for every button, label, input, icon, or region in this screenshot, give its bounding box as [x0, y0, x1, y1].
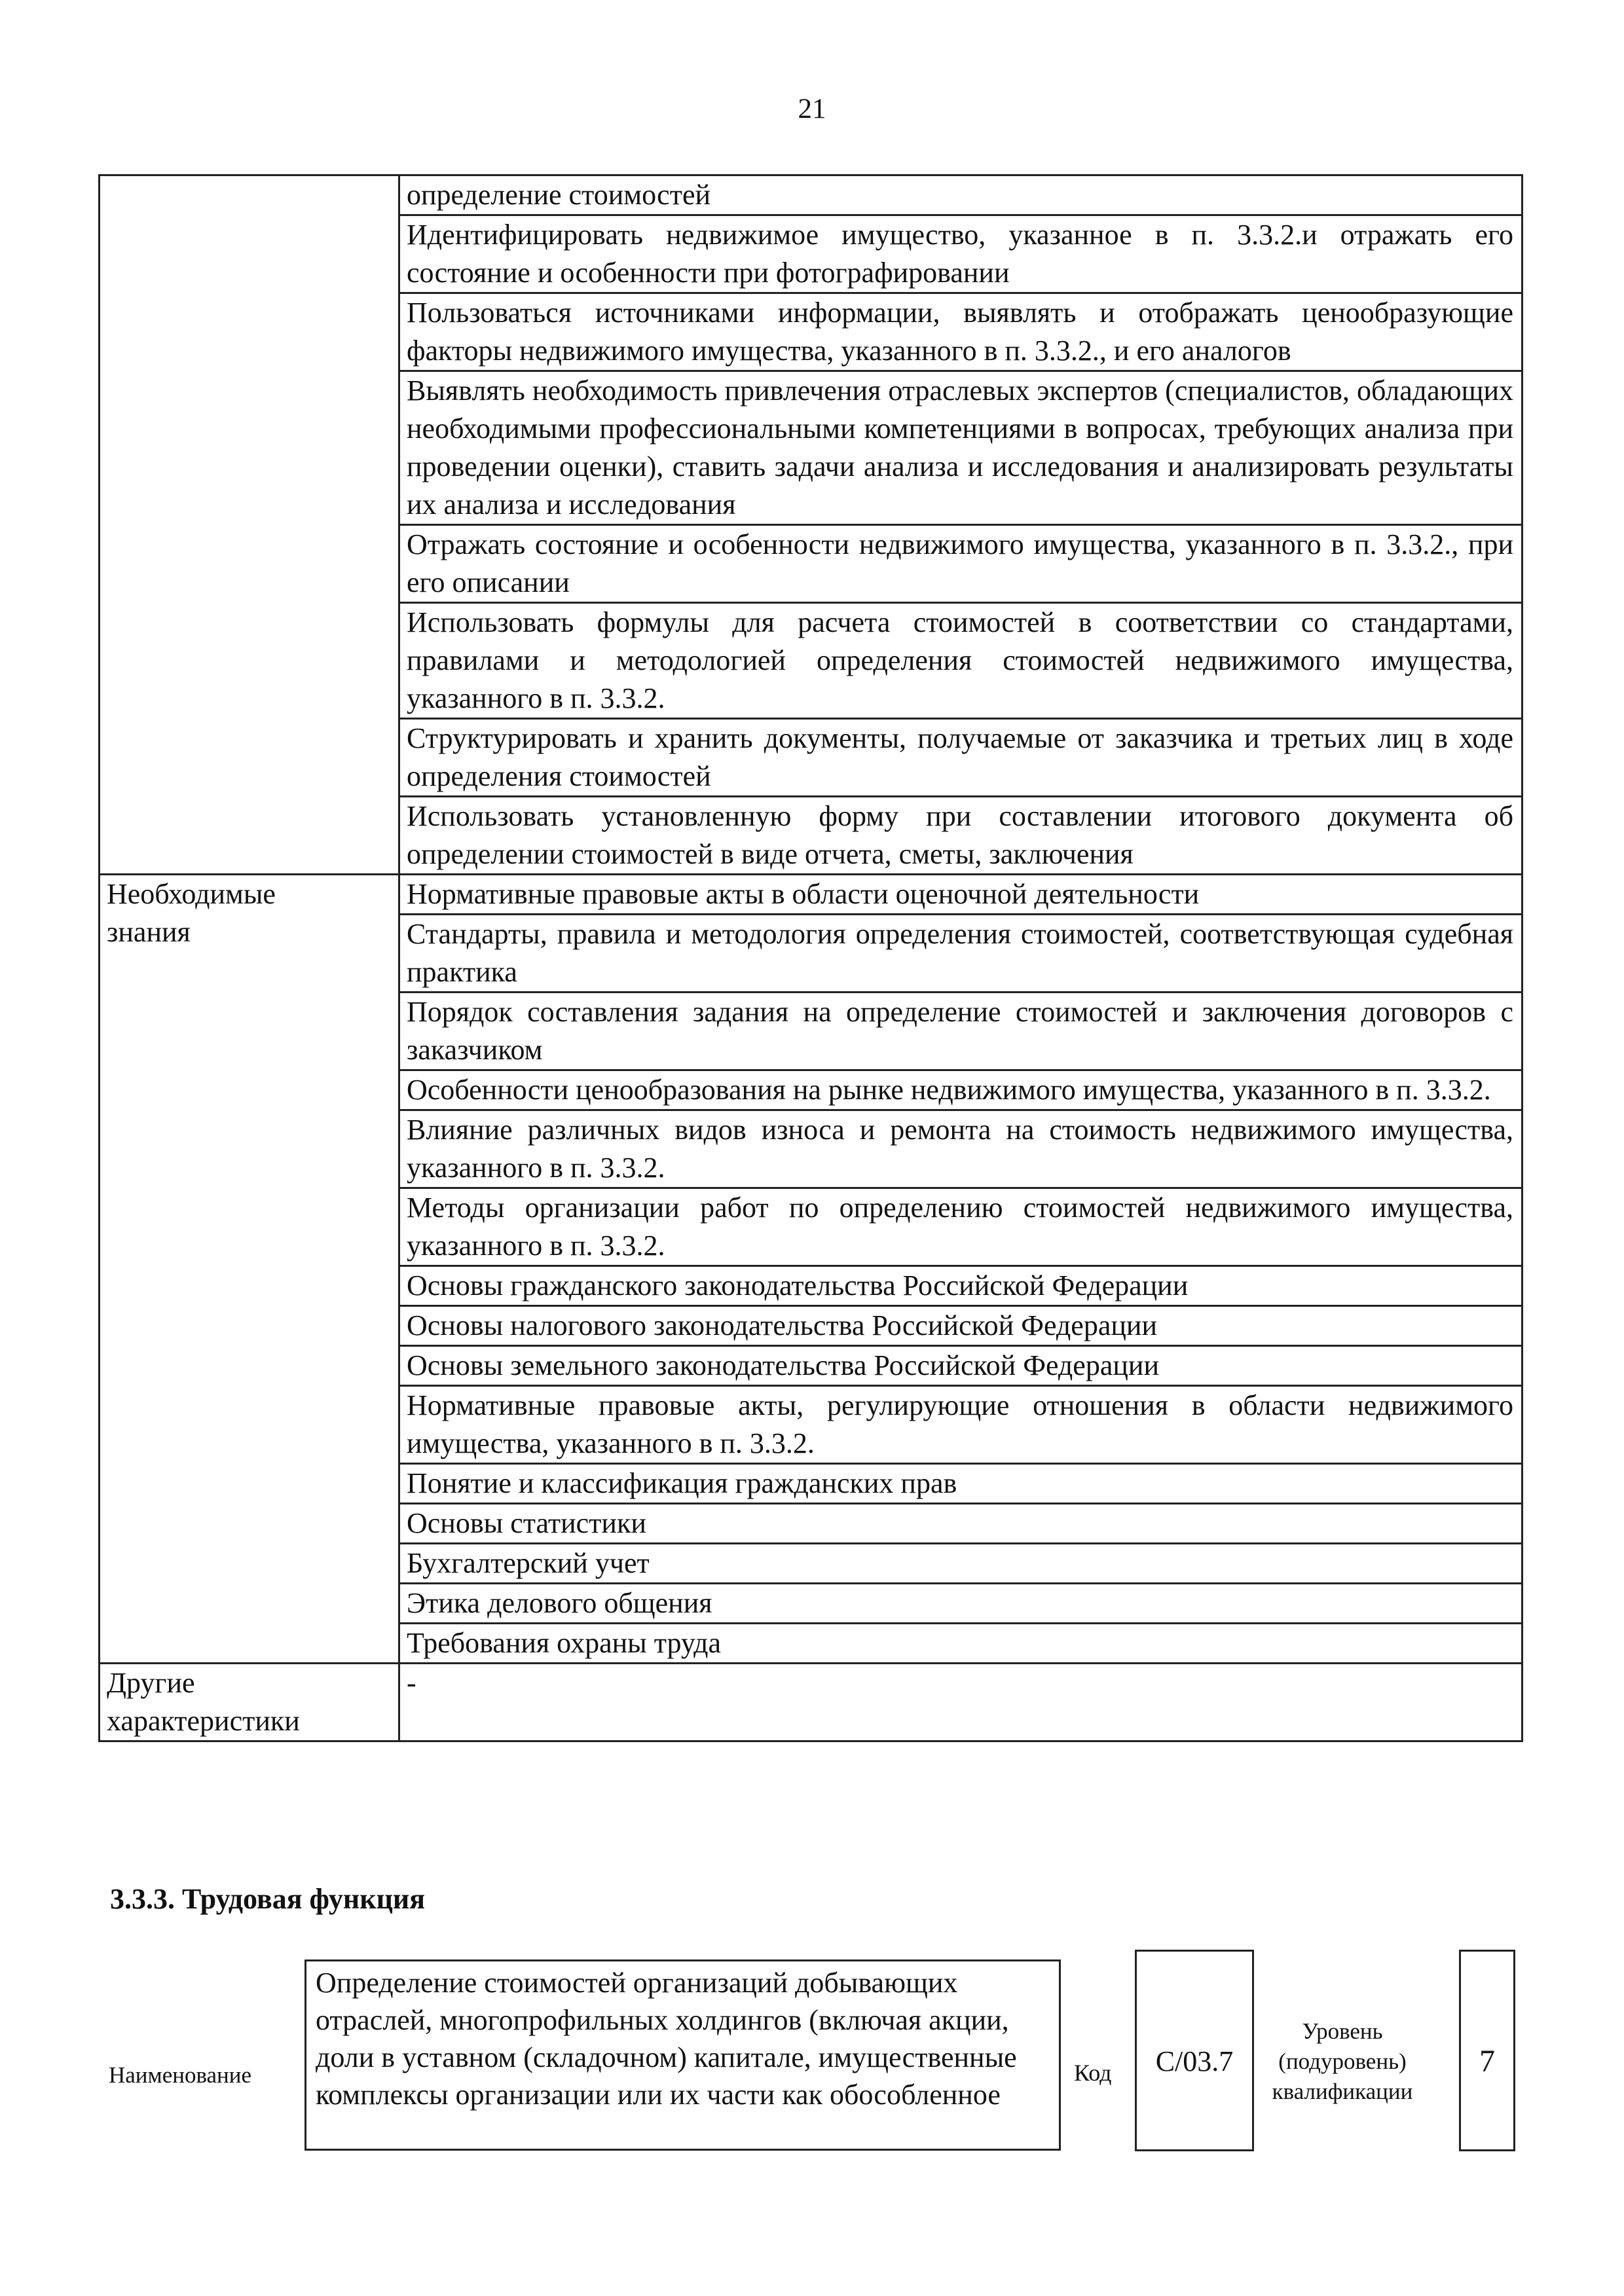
- knowledge-cell: Основы статистики: [399, 1504, 1522, 1544]
- code-label: Код: [1074, 2060, 1112, 2086]
- name-label: Наименование: [109, 2062, 252, 2088]
- section-title: 3.3.3. Трудовая функция: [110, 1883, 426, 1915]
- table-row: [100, 875, 1522, 915]
- code-box: C/03.7: [1135, 1950, 1254, 2151]
- level-label-line1: Уровень: [1302, 2018, 1383, 2044]
- page-number: 21: [798, 94, 826, 124]
- knowledge-cell: Требования охраны труда: [399, 1624, 1522, 1664]
- knowledge-cell: Этика делового общения: [399, 1584, 1522, 1624]
- other-label-line2: характеристики: [107, 1705, 300, 1737]
- skill-cell: Отражать состояние и особенности недвижимого имущества, указанного в п. 3.3.2., при его описании: [399, 525, 1522, 603]
- table-row: [100, 175, 1522, 215]
- knowledge-cell: Основы гражданского законодательства Российской Федерации: [399, 1266, 1522, 1306]
- level-label: [1267, 2016, 1418, 2107]
- knowledge-label-cell: [100, 875, 399, 1664]
- other-value-cell: -: [399, 1664, 1522, 1741]
- knowledge-cell: Влияние различных видов износа и ремонта на стоимость недвижимого имущества, указанного в п. 3.3.2.: [399, 1110, 1522, 1188]
- other-label-line1: Другие: [107, 1667, 195, 1699]
- knowledge-label-line2: знания: [107, 916, 191, 948]
- knowledge-cell: Бухгалтерский учет: [399, 1544, 1522, 1584]
- knowledge-cell: Основы земельного законодательства Российской Федерации: [399, 1346, 1522, 1386]
- knowledge-cell: Порядок составления задания на определение стоимостей и заключения договоров с заказчиком: [399, 993, 1522, 1070]
- skill-cell: Использовать формулы для расчета стоимостей в соответствии со стандартами, правилами и методологией определения стоимостей недвижимого имущества, указанного в п. 3.3.2.: [399, 603, 1522, 719]
- knowledge-cell: Методы организации работ по определению стоимостей недвижимого имущества, указанного в п. 3.3.2.: [399, 1188, 1522, 1266]
- skill-cell: Выявлять необходимость привлечения отраслевых экспертов (специалистов, обладающих необходимыми профессиональными компетенциями в вопросах, требующих анализа при проведении оценки), ставить задачи анализа и исследования и анализировать результаты их анализа и исследования: [399, 371, 1522, 525]
- empty-label-cell: [100, 175, 399, 875]
- function-name-box: Определение стоимостей организаций добывающих отраслей, многопрофильных холдингов (включая акции, доли в уставном (складочном) капитале, имущественные комплексы организации или их части как обособленное: [304, 1959, 1061, 2151]
- knowledge-cell: Стандарты, правила и методология определения стоимостей, соответствующая судебная практика: [399, 915, 1522, 993]
- knowledge-cell: Основы налогового законодательства Российской Федерации: [399, 1306, 1522, 1346]
- skill-cell: Структурировать и хранить документы, получаемые от заказчика и третьих лиц в ходе определения стоимостей: [399, 719, 1522, 797]
- knowledge-label-line1: Необходимые: [107, 878, 276, 910]
- skill-cell: Пользоваться источниками информации, выявлять и отображать ценообразующие факторы недвижимого имущества, указанного в п. 3.3.2., и его аналогов: [399, 293, 1522, 371]
- knowledge-cell: Нормативные правовые акты, регулирующие отношения в области недвижимого имущества, указанного в п. 3.3.2.: [399, 1386, 1522, 1464]
- skill-cell: определение стоимостей: [399, 175, 1522, 215]
- skill-cell: Использовать установленную форму при составлении итогового документа об определении стоимостей в виде отчета, сметы, заключения: [399, 797, 1522, 875]
- knowledge-cell: Понятие и классификация гражданских прав: [399, 1464, 1522, 1504]
- table-row: [100, 1664, 1522, 1741]
- level-label-line3: квалификации: [1272, 2079, 1413, 2104]
- requirements-table: [98, 174, 1523, 1742]
- level-box: 7: [1459, 1950, 1515, 2151]
- level-label-line2: (подуровень): [1278, 2049, 1407, 2074]
- knowledge-cell: Нормативные правовые акты в области оценочной деятельности: [399, 875, 1522, 915]
- other-label-cell: [100, 1664, 399, 1741]
- knowledge-cell: Особенности ценообразования на рынке недвижимого имущества, указанного в п. 3.3.2.: [399, 1070, 1522, 1110]
- skill-cell: Идентифицировать недвижимое имущество, указанное в п. 3.3.2.и отражать его состояние и особенности при фотографировании: [399, 215, 1522, 293]
